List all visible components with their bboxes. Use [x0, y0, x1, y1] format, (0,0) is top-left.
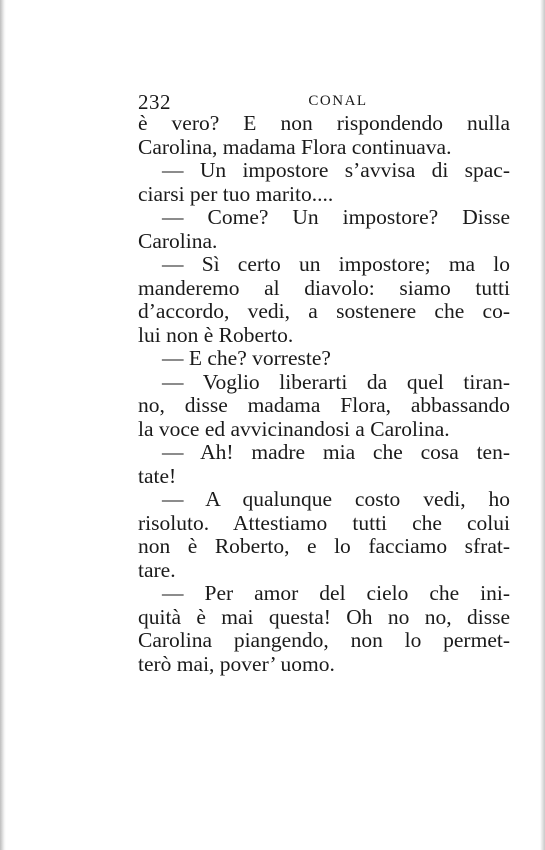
text-line: Carolina, madama Flora continuava.: [138, 134, 452, 159]
text-line: Carolina piangendo, non lo permet-: [138, 628, 510, 652]
text-line: è vero? E non rispondendo nulla: [138, 111, 510, 135]
text-line: no, disse madama Flora, abbassando: [138, 393, 510, 417]
page-edge-left: [0, 0, 6, 850]
text-line: — Come? Un impostore? Disse: [162, 205, 510, 229]
text-line: terò mai, pover’ uomo.: [138, 651, 335, 676]
text-line: ciarsi per tuo marito....: [138, 181, 334, 206]
body-text: [138, 112, 510, 676]
text-line: — Un impostore s’avvisa di spac-: [162, 158, 510, 182]
text-line: — Sì certo un impostore; ma lo: [162, 252, 510, 276]
text-line: tate!: [138, 463, 177, 488]
text-line: d’accordo, vedi, a sostenere che co-: [138, 299, 510, 323]
text-line: tare.: [138, 557, 176, 582]
page-edge-right: [540, 0, 545, 850]
text-line: quità è mai questa! Oh no no, disse: [138, 604, 510, 629]
text-line: — Ah! madre mia che cosa ten-: [162, 440, 510, 464]
text-line: la voce ed avvicinandosi a Carolina.: [138, 416, 450, 441]
running-title: CONAL: [308, 93, 368, 109]
text-line: — A qualunque costo vedi, ho: [162, 487, 510, 511]
text-line: — E che? vorreste?: [162, 346, 331, 370]
text-line: — Per amor del cielo che ini-: [162, 581, 510, 605]
page-number: 232: [138, 90, 171, 114]
text-line: — Voglio liberarti da quel tiran-: [162, 369, 510, 394]
text-line: lui non è Roberto.: [138, 322, 294, 347]
text-line: Carolina.: [138, 228, 218, 253]
text-line: manderemo al diavolo: siamo tutti: [138, 275, 510, 300]
text-line: non è Roberto, e lo facciamo sfrat-: [138, 534, 510, 558]
text-line: risoluto. Attestiamo tutti che colui: [138, 510, 510, 535]
